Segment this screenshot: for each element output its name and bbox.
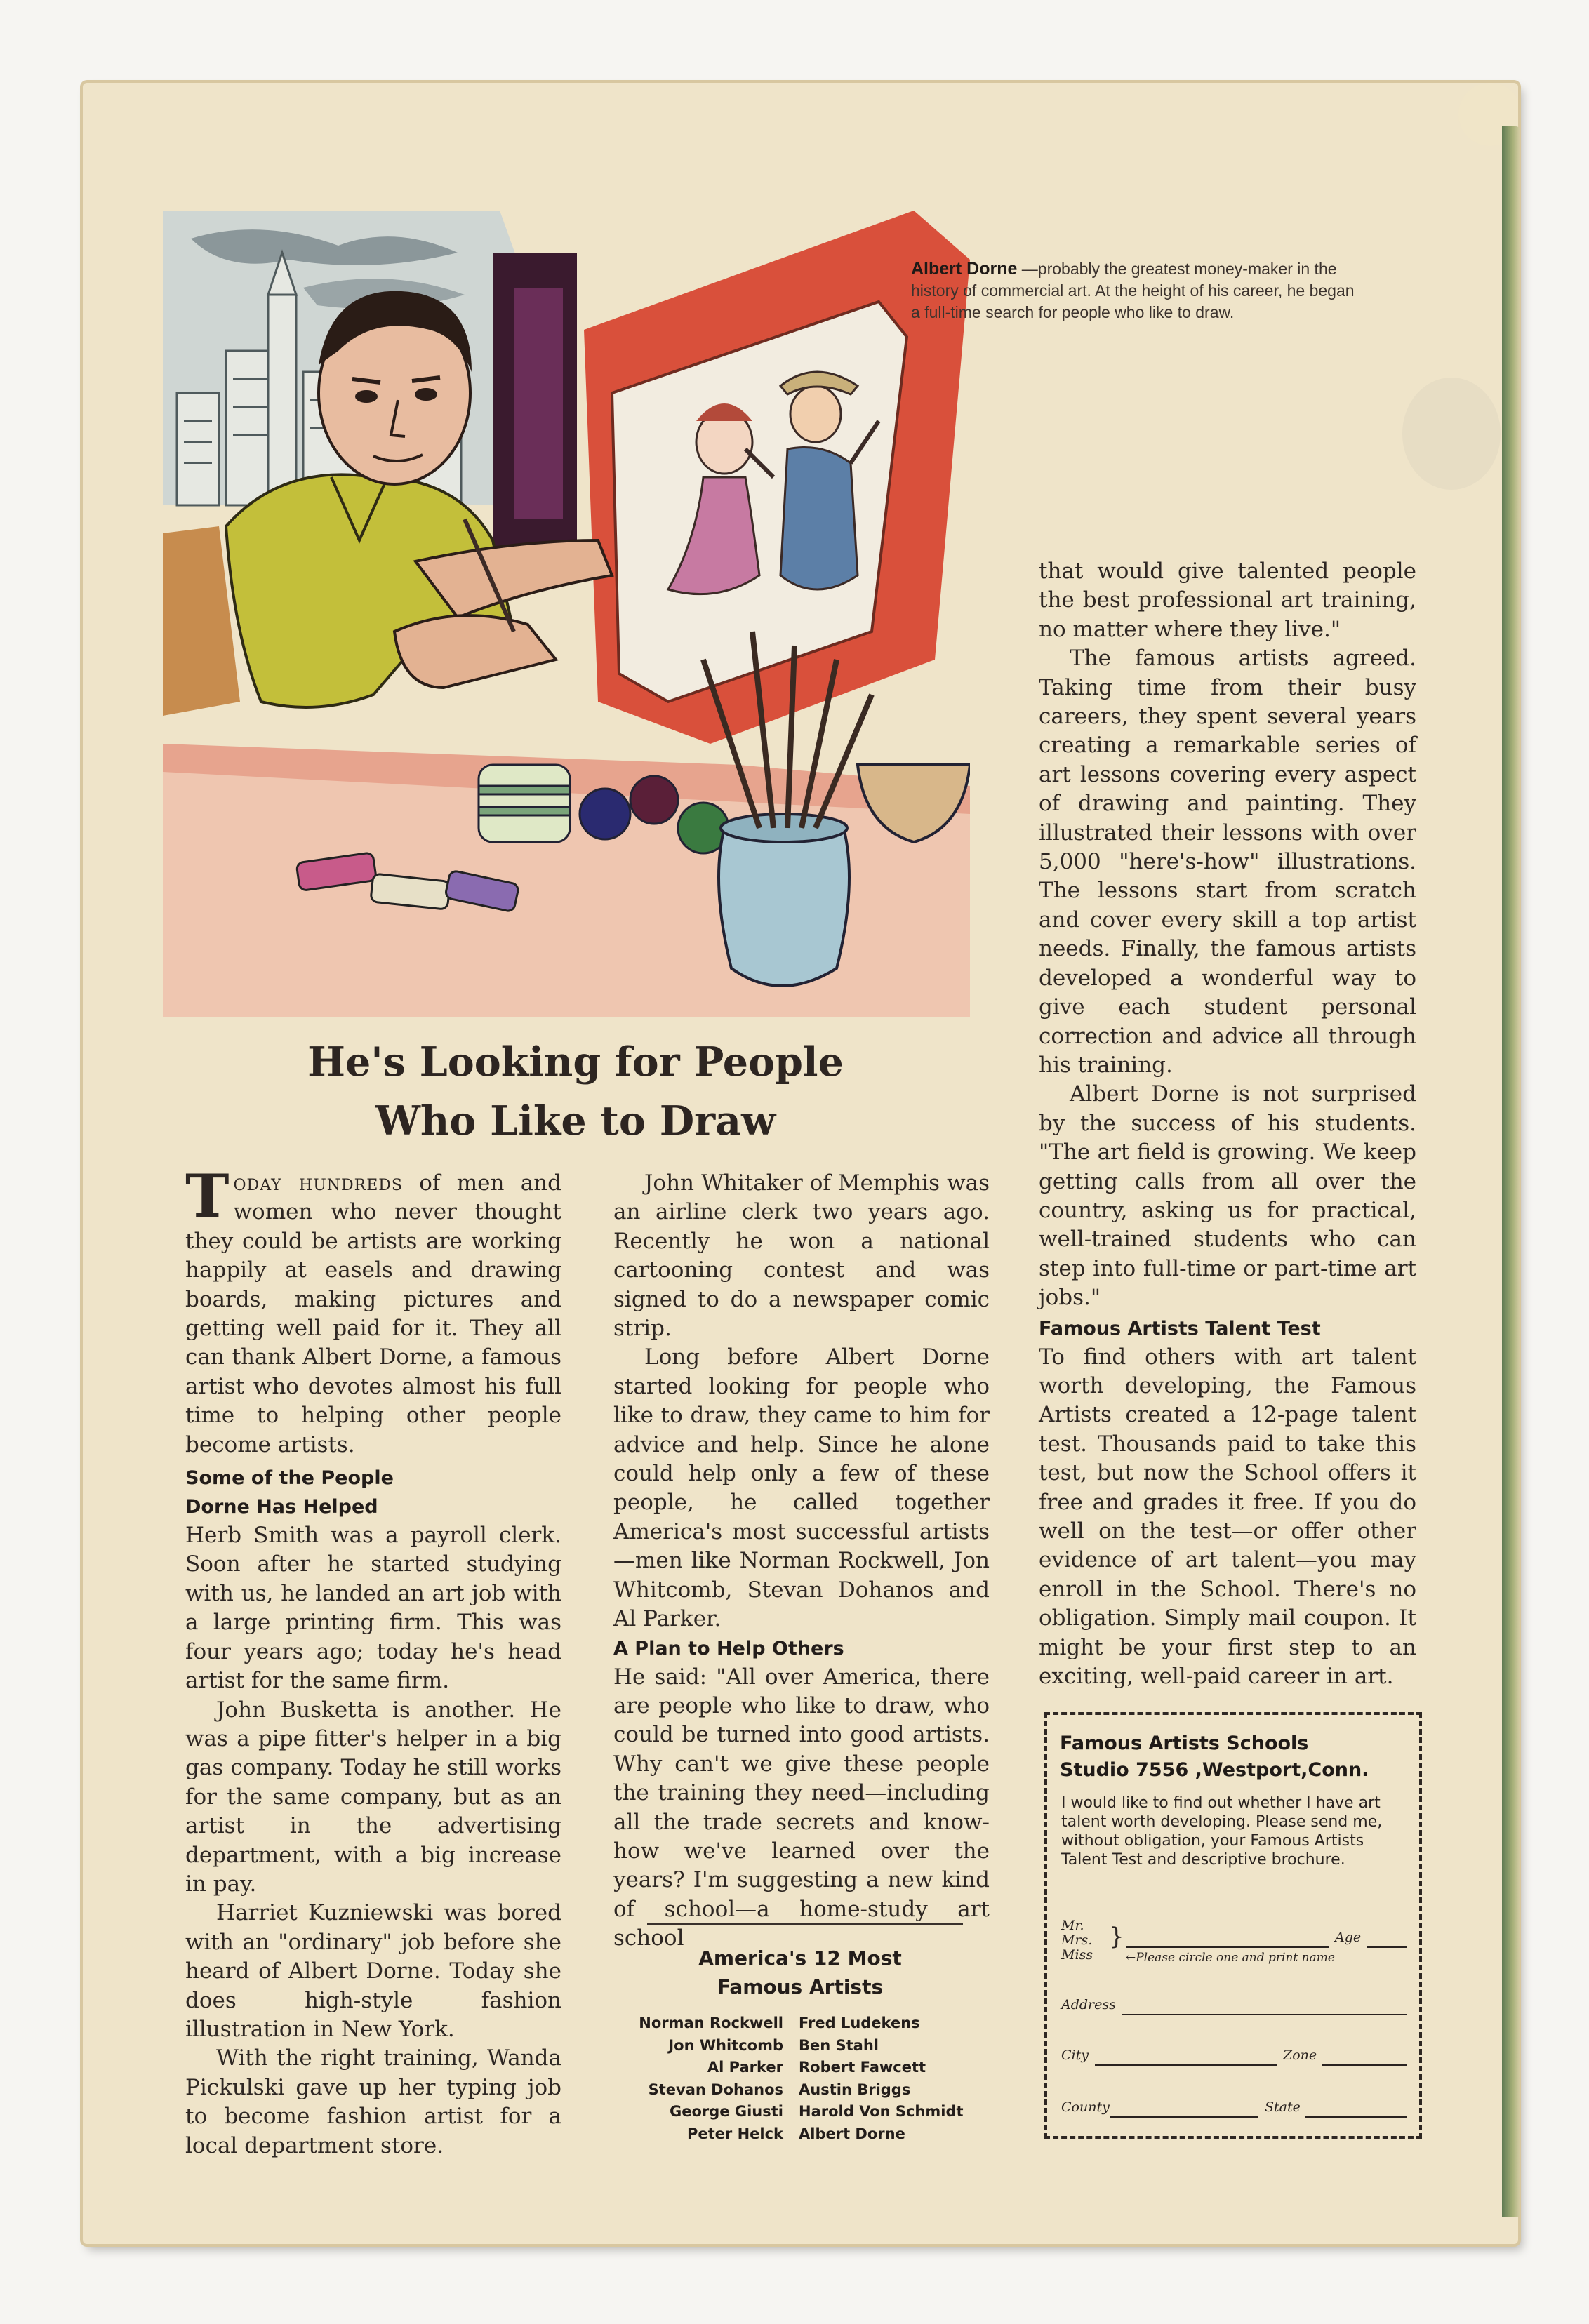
paragraph-john-busketta: John Busketta is another. He was a pipe fitter's helper in a big gas company. Today he still works for the same company, but as an artist in the advertising department, with a big increase in pay. xyxy=(185,1697,561,1897)
artist-name: Al Parker xyxy=(707,2059,783,2076)
paragraph-harriet: Harriet Kuzniewski was bored with an "ordinary" job before she heard of Albert Dorne. Today she does high-style fashion illustration in New York. xyxy=(185,1900,561,2042)
coupon-age-field[interactable] xyxy=(1367,1946,1407,1948)
subhead-line-1: Some of the People xyxy=(185,1467,394,1490)
caption-name: Albert Dorne xyxy=(911,259,1018,279)
paragraph-artists-agreed: The famous artists agreed. Taking time from their busy careers, they spent several years creating a remarkable series of art lessons covering every aspect of drawing and painting. They illustrated their lessons with over 5,000 "here's-how" illustrations. The lessons start from scratch and cover every skill a top artist needs. Finally, the famous artists developed a wonderful way to give each student personal correction and advice all through his training. xyxy=(1039,646,1416,1078)
famous-artists-list xyxy=(602,2012,1009,2145)
artist-row xyxy=(602,2035,1009,2057)
coupon-name-field[interactable] xyxy=(1126,1946,1329,1948)
article-column-3 xyxy=(1039,557,1416,1691)
headline-line-1: He's Looking for People xyxy=(307,1039,844,1086)
coupon-city-field[interactable] xyxy=(1095,2064,1277,2066)
subhead-line-2: Dorne Has Helped xyxy=(185,1496,378,1518)
coupon-state-label: State xyxy=(1265,2099,1301,2115)
artist-name: Harold Von Schmidt xyxy=(799,2103,964,2120)
coupon-circle-note: ←Please circle one and print name xyxy=(1126,1951,1335,1965)
coupon-zone-field[interactable] xyxy=(1322,2064,1407,2066)
coupon-zone-label: Zone xyxy=(1283,2048,1317,2063)
artist-name: Jon Whitcomb xyxy=(668,2036,783,2054)
paragraph-talent-test: To find others with art talent worth developing, the Famous Artists created a 12-page talent test. Thousands paid to take this test, but now the School offers it free and grades it free. If you do well on the test—or offer other evidence of art talent—you may enroll in the School. There's no obligation. Simply mail coupon. It might be your first step to an exciting, well-paid career in art. xyxy=(1039,1344,1416,1690)
coupon-miss: Miss xyxy=(1061,1947,1093,1963)
coupon-studio: Studio 7556 ,Westport,Conn. xyxy=(1060,1759,1369,1781)
artist-row xyxy=(602,2057,1009,2079)
coupon-mr: Mr. xyxy=(1061,1918,1084,1933)
artist-row xyxy=(602,2123,1009,2146)
headline xyxy=(232,1033,919,1151)
illustration-caption xyxy=(911,258,1360,323)
paragraph-long-before: Long before Albert Dorne started looking for people who like to draw, they came to him for advice and help. Since he alone could help only a few of these people, he called together America's most successful artists—men like Norman Rockwell, Jon Whitcomb, Stevan Dohanos and Al Parker. xyxy=(613,1344,990,1632)
paragraph-wanda: With the right training, Wanda Pickulski gave up her typing job to become fashion artist for a local department store. xyxy=(185,2045,561,2158)
divider-rule xyxy=(647,1923,963,1925)
artist-row xyxy=(602,2079,1009,2102)
coupon-county-field[interactable] xyxy=(1110,2116,1258,2118)
artist-row xyxy=(602,2101,1009,2123)
famous-artists-title xyxy=(611,1944,990,2001)
paragraph-whitaker: John Whitaker of Memphis was an airline clerk two years ago. Recently he won a national cartooning contest and was signed to do a newspaper comic strip. xyxy=(613,1170,990,1342)
coupon-title-options xyxy=(1061,1918,1093,1963)
coupon-body-text: I would like to find out whether I have art talent worth developing. Please send me, without obligation, your Famous Artists Talent Test and descriptive brochure. xyxy=(1061,1794,1383,1869)
artist-illustration xyxy=(163,211,970,1017)
coupon-city-label: City xyxy=(1061,2048,1089,2063)
article-column-2 xyxy=(613,1169,990,1954)
subhead-plan: A Plan to Help Others xyxy=(613,1637,844,1659)
coupon-header xyxy=(1060,1730,1411,1784)
headline-line-2: Who Like to Draw xyxy=(375,1097,776,1144)
spine-edge xyxy=(1502,126,1520,2217)
coupon-address-field[interactable] xyxy=(1122,2014,1407,2015)
artist-name: Stevan Dohanos xyxy=(648,2081,783,2098)
artist-name: Austin Briggs xyxy=(799,2081,911,2098)
intro-text: of men and women who never thought they could be artists are working happily at easels and drawing boards, making pictures and getting well paid for it. They all can thank Albert Dorne, a famous artist who devotes almost his full time to helping other people become artists. xyxy=(185,1170,562,1457)
artist-name: Fred Ludekens xyxy=(799,2015,920,2031)
subhead-people-helped xyxy=(185,1464,561,1521)
artist-name: Peter Helck xyxy=(686,2125,783,2142)
artist-name: Albert Dorne xyxy=(799,2125,905,2142)
paragraph-he-said: He said: "All over America, there are people who like to draw, who could be turned into good artists. Why can't we give these people the training they need—including all the trade secrets and know-how we've learned over the years? I'm suggesting a new kind of school—a home-study art school xyxy=(613,1664,990,1951)
artist-name: Norman Rockwell xyxy=(639,2015,783,2031)
comic-back-cover xyxy=(83,83,1518,2244)
artist-name: Robert Fawcett xyxy=(799,2059,926,2076)
paper-stain xyxy=(1402,378,1501,490)
paragraph-not-surprised: Albert Dorne is not surprised by the success of his students. "The art field is growing. We keep getting calls from all over the country, asking us for practical, well-trained students who can step into full-time or part-time art jobs." xyxy=(1039,1081,1416,1311)
drop-cap: T xyxy=(185,1161,230,1231)
artist-name: Ben Stahl xyxy=(799,2036,879,2054)
artist-row xyxy=(602,2012,1009,2035)
caption-text: —probably the greatest money-maker in the history of commercial art. At the height of his career, he began a full-time search for people who like to draw. xyxy=(911,260,1355,321)
coupon-state-field[interactable] xyxy=(1305,2116,1407,2118)
artist-name: George Giusti xyxy=(670,2103,783,2120)
coupon-address-label: Address xyxy=(1061,1997,1116,2012)
coupon-county-label: County xyxy=(1061,2099,1110,2115)
famous-artists-title-line-2: Famous Artists xyxy=(717,1975,884,1998)
article-column-1 xyxy=(185,1161,562,2161)
coupon-age-label: Age xyxy=(1335,1930,1362,1945)
paragraph-herb-smith: Herb Smith was a payroll clerk. Soon after he started studying with us, he landed an art job with a large printing firm. This was four years ago; today he's head artist for the same firm. xyxy=(185,1523,561,1694)
paragraph-continued: that would give talented people the best professional art training, no matter where they live." xyxy=(1039,559,1416,642)
coupon-brace: } xyxy=(1109,1923,1124,1951)
mail-coupon[interactable] xyxy=(1044,1712,1422,2139)
intro-paragraph xyxy=(185,1161,562,1460)
coupon-school: Famous Artists Schools xyxy=(1060,1732,1309,1754)
subhead-talent-test: Famous Artists Talent Test xyxy=(1039,1317,1321,1340)
intro-smallcaps: oday hundreds xyxy=(233,1170,403,1196)
coupon-mrs: Mrs. xyxy=(1061,1932,1093,1948)
famous-artists-title-line-1: America's 12 Most xyxy=(698,1946,902,1970)
